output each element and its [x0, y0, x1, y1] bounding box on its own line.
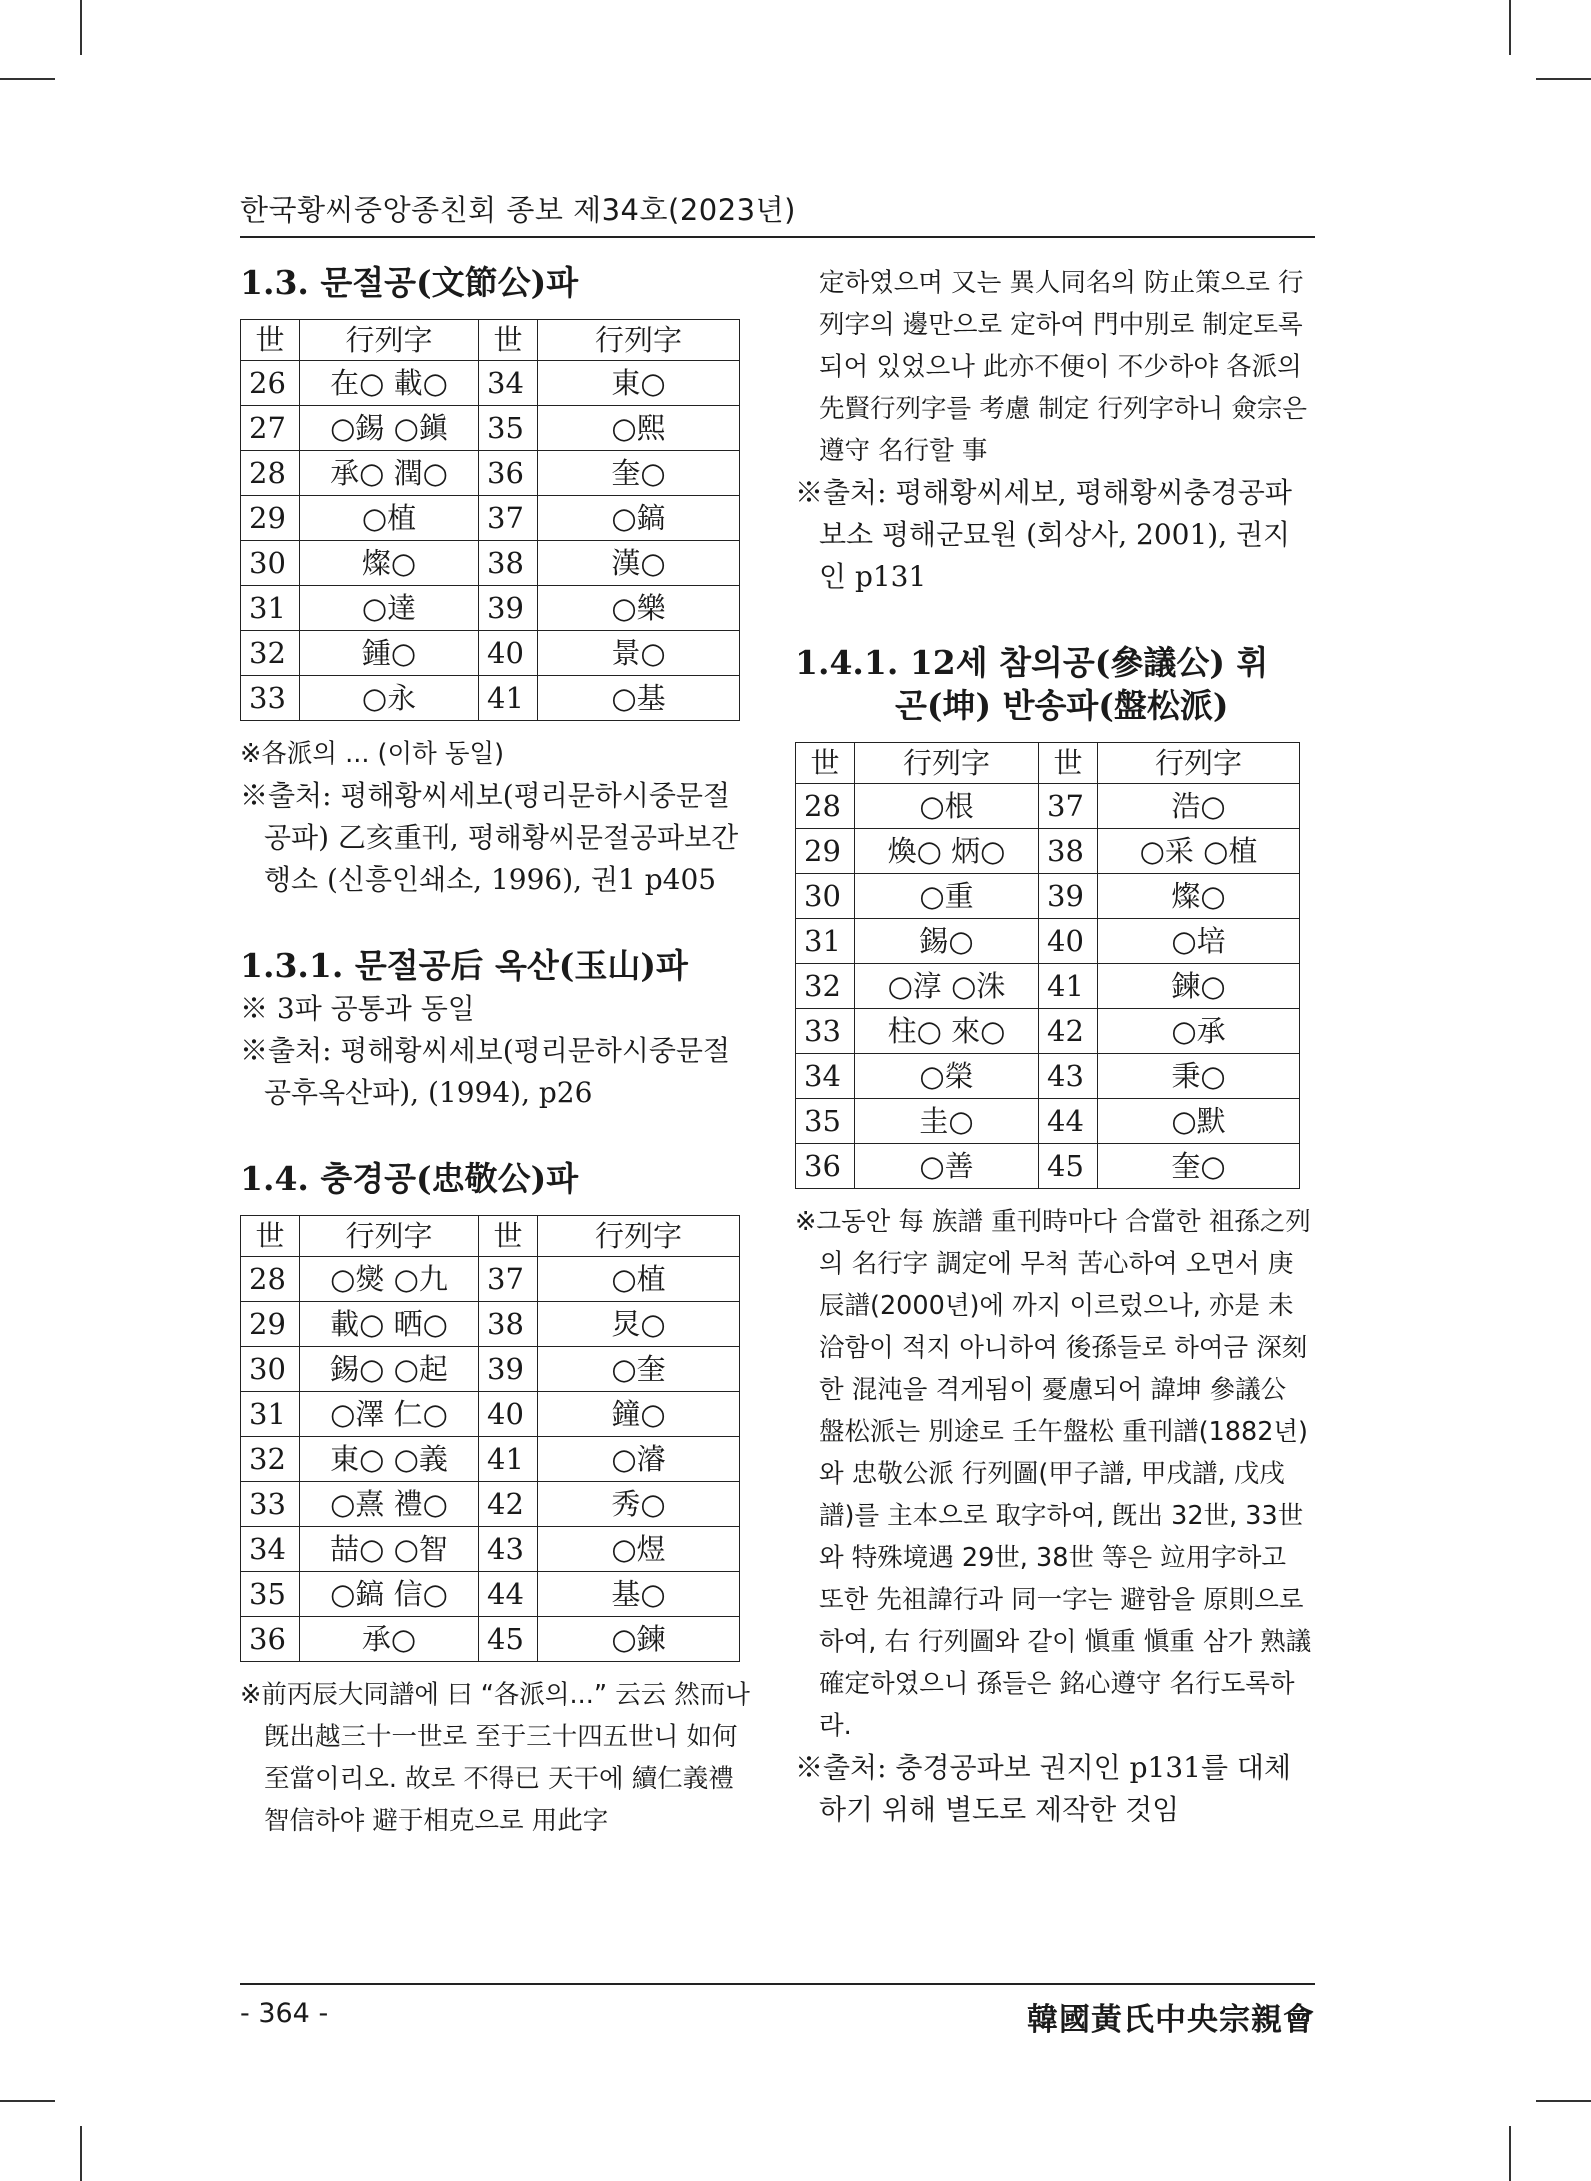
generation-cell: 39 [479, 1346, 538, 1391]
col-header: 世 [1039, 742, 1098, 783]
table-row [796, 918, 1300, 963]
character-cell: 景○ [538, 630, 740, 675]
generation-cell: 44 [1039, 1098, 1098, 1143]
generation-cell: 33 [241, 675, 300, 720]
crop-mark [1509, 2126, 1511, 2181]
source-text: ※출처: 평해황씨세보(평리문하시중문절공파) 乙亥重刊, 평해황씨문절공파보간행소 (신흥인쇄소, 1996), 권1 p405 [240, 778, 739, 896]
col-header: 世 [479, 1215, 538, 1256]
table-row [796, 1008, 1300, 1053]
generation-cell: 41 [479, 675, 538, 720]
character-cell: 鐘○ [538, 1391, 740, 1436]
generation-cell: 30 [241, 1346, 300, 1391]
character-cell: 基○ [538, 1571, 740, 1616]
table-row [241, 1346, 740, 1391]
character-cell: ○永 [300, 675, 479, 720]
generation-cell: 29 [241, 1301, 300, 1346]
generation-cell: 37 [479, 1256, 538, 1301]
character-cell: ○植 [300, 495, 479, 540]
table-row [241, 630, 740, 675]
table-row [241, 450, 740, 495]
table-row [796, 873, 1300, 918]
generation-cell: 38 [479, 540, 538, 585]
col-header: 行列字 [300, 319, 479, 360]
table-row [241, 360, 740, 405]
section-title-1-4: 1.4. 충경공(忠敬公)파 [240, 1158, 579, 1198]
table-row [241, 1616, 740, 1661]
col-header: 行列字 [538, 1215, 740, 1256]
col-header: 行列字 [855, 742, 1039, 783]
character-cell: 載○ 晒○ [300, 1301, 479, 1346]
generation-cell: 44 [479, 1571, 538, 1616]
table-row [241, 495, 740, 540]
col-header: 世 [796, 742, 855, 783]
character-cell: 圭○ [855, 1098, 1039, 1143]
note-text: ※前丙辰大同譜에 曰 “各派의...” 云云 然而나 旣出越三十一世로 至于三十四五世니 如何至當이리오. 故로 不得已 天干에 續仁義禮智信하야 避于相克으로 用此字 [240, 1679, 750, 1836]
character-cell: ○熙 [538, 405, 740, 450]
footer-rule [240, 1983, 1315, 1985]
character-cell: ○澤 仁○ [300, 1391, 479, 1436]
generation-cell: 42 [479, 1481, 538, 1526]
generation-cell: 35 [241, 1571, 300, 1616]
table-header-row [241, 1215, 740, 1256]
generation-cell: 36 [479, 450, 538, 495]
generation-cell: 30 [796, 873, 855, 918]
crop-mark [1509, 0, 1511, 55]
character-cell: 奎○ [1098, 1143, 1300, 1188]
table-row [241, 1526, 740, 1571]
table-row [241, 1301, 740, 1346]
character-cell: ○承 [1098, 1008, 1300, 1053]
character-cell: ○默 [1098, 1098, 1300, 1143]
character-cell: ○基 [538, 675, 740, 720]
character-cell: ○采 ○植 [1098, 828, 1300, 873]
table-row [241, 1481, 740, 1526]
character-cell: 承○ 潤○ [300, 450, 479, 495]
character-cell: 錫○ [855, 918, 1039, 963]
generation-cell: 35 [479, 405, 538, 450]
source-note-1-4-1 [795, 1747, 1315, 1831]
header-rule [240, 236, 1315, 238]
character-cell: 秉○ [1098, 1053, 1300, 1098]
character-cell: 東○ [538, 360, 740, 405]
source-note-1-4 [795, 472, 1315, 598]
generation-cell: 45 [479, 1616, 538, 1661]
section-title-1-3-1: 1.3.1. 문절공后 옥산(玉山)파 [240, 945, 688, 985]
character-cell: ○重 [855, 873, 1039, 918]
table-row [241, 1571, 740, 1616]
generation-cell: 31 [241, 585, 300, 630]
table-row [241, 1436, 740, 1481]
generation-cell: 40 [479, 630, 538, 675]
col-header: 行列字 [300, 1215, 479, 1256]
table-row [241, 1256, 740, 1301]
crop-mark [1536, 2100, 1591, 2102]
character-cell: ○錫 ○鎭 [300, 405, 479, 450]
generation-cell: 35 [796, 1098, 855, 1143]
source-note-1-3 [240, 775, 750, 901]
page-number: - 364 - [240, 1998, 329, 2029]
character-cell: 燦○ [300, 540, 479, 585]
source-note-1-3-1 [240, 1030, 750, 1114]
character-cell: ○爕 ○九 [300, 1256, 479, 1301]
character-cell: ○鍊 [538, 1616, 740, 1661]
table-row [241, 540, 740, 585]
table-row [796, 783, 1300, 828]
table-row [241, 585, 740, 630]
character-cell: ○鎬 [538, 495, 740, 540]
col-header: 行列字 [1098, 742, 1300, 783]
character-cell: ○鎬 信○ [300, 1571, 479, 1616]
character-cell: ○熹 禮○ [300, 1481, 479, 1526]
crop-mark [1536, 78, 1591, 80]
lineage-table-1-4 [240, 1215, 740, 1662]
generation-cell: 42 [1039, 1008, 1098, 1053]
table-row [241, 675, 740, 720]
generation-cell: 40 [1039, 918, 1098, 963]
character-cell: ○濬 [538, 1436, 740, 1481]
character-cell: 錫○ ○起 [300, 1346, 479, 1391]
col-header: 世 [241, 1215, 300, 1256]
character-cell: ○樂 [538, 585, 740, 630]
generation-cell: 36 [796, 1143, 855, 1188]
generation-cell: 38 [479, 1301, 538, 1346]
generation-cell: 32 [241, 630, 300, 675]
character-cell: 燦○ [1098, 873, 1300, 918]
historical-note-1-4 [240, 1674, 750, 1842]
character-cell: ○榮 [855, 1053, 1039, 1098]
running-header: 한국황씨중앙종친회 종보 제34호(2023년) [240, 193, 796, 227]
generation-cell: 41 [1039, 963, 1098, 1008]
right-column [795, 262, 1315, 1831]
character-cell: 奎○ [538, 450, 740, 495]
table-row [241, 1391, 740, 1436]
table-row [796, 1053, 1300, 1098]
character-cell: 煥○ 炳○ [855, 828, 1039, 873]
generation-cell: 40 [479, 1391, 538, 1436]
publisher-logo: 韓國黃氏中央宗親會 [1027, 2002, 1315, 2038]
table-row [796, 1143, 1300, 1188]
character-cell: 承○ [300, 1616, 479, 1661]
character-cell: ○奎 [538, 1346, 740, 1391]
character-cell: 秀○ [538, 1481, 740, 1526]
generation-cell: 28 [241, 450, 300, 495]
table-header-row [241, 319, 740, 360]
generation-cell: 38 [1039, 828, 1098, 873]
generation-cell: 31 [241, 1391, 300, 1436]
character-cell: ○善 [855, 1143, 1039, 1188]
col-header: 世 [241, 319, 300, 360]
table-row [796, 963, 1300, 1008]
generation-cell: 33 [796, 1008, 855, 1053]
generation-cell: 26 [241, 360, 300, 405]
generation-cell: 29 [241, 495, 300, 540]
generation-cell: 33 [241, 1481, 300, 1526]
table-header-row [796, 742, 1300, 783]
historical-note-1-4-1 [795, 1201, 1315, 1747]
generation-cell: 37 [1039, 783, 1098, 828]
generation-cell: 29 [796, 828, 855, 873]
source-text: ※출처: 평해황씨세보, 평해황씨충경공파보소 평해군묘원 (회상사, 2001), 권지인 p131 [795, 476, 1292, 593]
character-cell: 鍾○ [300, 630, 479, 675]
generation-cell: 39 [479, 585, 538, 630]
section-title-1-4-1: 1.4.1. 12세 참의공(參議公) 휘 [795, 643, 1269, 682]
crop-mark [0, 78, 55, 80]
table-row [796, 828, 1300, 873]
generation-cell: 34 [241, 1526, 300, 1571]
character-cell: 柱○ 來○ [855, 1008, 1039, 1053]
note-common: ※ 3파 공통과 동일 [240, 991, 475, 1025]
section-title-1-3: 1.3. 문절공(文節公)파 [240, 263, 579, 302]
generation-cell: 32 [241, 1436, 300, 1481]
character-cell: ○培 [1098, 918, 1300, 963]
note-text: 定하였으며 又는 異人同名의 防止策으로 行列字의 邊만으로 定하여 門中別로 制定토록 되어 있었으나 此亦不便이 不少하야 各派의 先賢行列字를 考慮 制定 行列字하니 僉宗은 遵守 名行할 事 [819, 268, 1307, 466]
generation-cell: 43 [1039, 1053, 1098, 1098]
crop-mark [0, 2100, 55, 2102]
generation-cell: 36 [241, 1616, 300, 1661]
generation-cell: 41 [479, 1436, 538, 1481]
generation-cell: 45 [1039, 1143, 1098, 1188]
source-text: ※출처: 충경공파보 권지인 p131를 대체하기 위해 별도로 제작한 것임 [795, 1750, 1292, 1826]
generation-cell: 39 [1039, 873, 1098, 918]
generation-cell: 27 [241, 405, 300, 450]
character-cell: 東○ ○義 [300, 1436, 479, 1481]
character-cell: ○達 [300, 585, 479, 630]
col-header: 世 [479, 319, 538, 360]
left-column [240, 262, 750, 1842]
crop-mark [80, 0, 82, 55]
continued-note [795, 262, 1315, 472]
generation-cell: 34 [796, 1053, 855, 1098]
character-cell: ○植 [538, 1256, 740, 1301]
generation-cell: 28 [796, 783, 855, 828]
character-cell: 炅○ [538, 1301, 740, 1346]
col-header: 行列字 [538, 319, 740, 360]
generation-cell: 34 [479, 360, 538, 405]
note-text: ※그동안 每 族譜 重刊時마다 合當한 祖孫之列의 名行字 調定에 무척 苦心하여 오면서 庚辰譜(2000년)에 까지 이르렀으나, 亦是 未洽함이 적지 아니하여 後孫들로 하여금 深刻한 混沌을 격게됨이 憂慮되어 諱坤 參議公 盤松派는 別途로 壬午盤松 重刊譜(1882년)와 忠敬公派 行列圖(甲子譜, 甲戌譜, 戊戌譜)를 主本으로 取字하여, 旣出 32世, 33世와 特殊境遇 29世, 38世 等은 竝用字하고 또한 先祖諱行과 同一字는 避함을 原則으로하여, 右 行列圖와 같이 愼重 愼重 삼가 熟議 確定하였으니 孫들은 銘心遵守 名行도록하라. [795, 1206, 1312, 1741]
lineage-table-1-4-1 [795, 742, 1300, 1189]
character-cell: 在○ 載○ [300, 360, 479, 405]
character-cell: ○淳 ○洙 [855, 963, 1039, 1008]
character-cell: 鍊○ [1098, 963, 1300, 1008]
lineage-table-1-3 [240, 319, 740, 721]
table-row [241, 405, 740, 450]
section-title-1-4-1-cont: 곤(坤) 반송파(盤松派) [895, 685, 1229, 725]
crop-mark [80, 2126, 82, 2181]
character-cell: ○根 [855, 783, 1039, 828]
generation-cell: 31 [796, 918, 855, 963]
character-cell: 喆○ ○智 [300, 1526, 479, 1571]
generation-cell: 37 [479, 495, 538, 540]
character-cell: 浩○ [1098, 783, 1300, 828]
note-omitted: ※各派의 ... (이하 동일) [240, 738, 505, 769]
generation-cell: 32 [796, 963, 855, 1008]
generation-cell: 28 [241, 1256, 300, 1301]
character-cell: ○煜 [538, 1526, 740, 1571]
character-cell: 漢○ [538, 540, 740, 585]
generation-cell: 43 [479, 1526, 538, 1571]
source-text: ※출처: 평해황씨세보(평리문하시중문절공후옥산파), (1994), p26 [240, 1033, 731, 1109]
table-row [796, 1098, 1300, 1143]
generation-cell: 30 [241, 540, 300, 585]
